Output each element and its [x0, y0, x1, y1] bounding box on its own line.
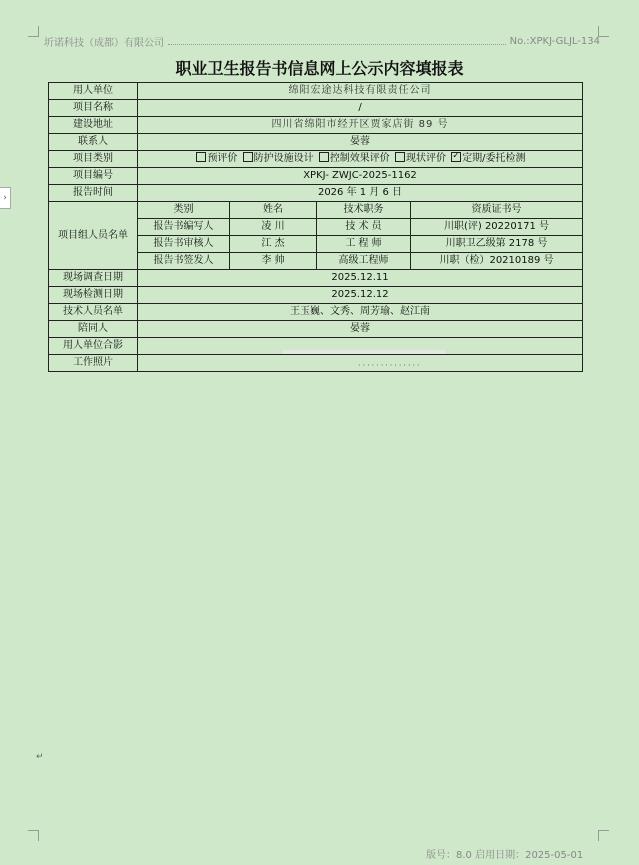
value-tech-staff[interactable]: 王玉巍、文秀、周芳瑜、赵江南: [138, 304, 583, 321]
option-periodic-testing: 定期/委托检测: [462, 153, 526, 164]
member-role: 报告书审核人: [138, 236, 230, 253]
row-address: [49, 117, 583, 134]
row-group-photo: [49, 338, 583, 355]
row-tech-staff: [49, 304, 583, 321]
project-type-options: [138, 151, 583, 168]
row-companion: [49, 321, 583, 338]
member-name[interactable]: 江 杰: [230, 236, 317, 253]
value-contact[interactable]: 晏蓉: [138, 134, 583, 151]
checkbox-status-evaluation[interactable]: [395, 152, 405, 162]
option-protection-design: 防护设施设计: [253, 153, 314, 164]
row-project-no: [49, 168, 583, 185]
member-cert[interactable]: 川职（检）20210189 号: [411, 253, 583, 270]
label-survey-date: 现场调查日期: [49, 270, 138, 287]
row-test-date: [49, 287, 583, 304]
value-test-date[interactable]: 2025.12.12: [138, 287, 583, 304]
label-test-date: 现场检测日期: [49, 287, 138, 304]
row-survey-date: [49, 270, 583, 287]
sidebar-expand-handle[interactable]: ›: [0, 187, 11, 209]
corner-mark-top-left: [28, 26, 39, 37]
member-title[interactable]: 技 术 员: [317, 219, 411, 236]
document-header: [44, 34, 600, 49]
row-report-date: [49, 185, 583, 202]
member-role: 报告书编写人: [138, 219, 230, 236]
value-address[interactable]: 四川省绵阳市经开区贾家店街 89 号: [138, 117, 583, 134]
option-status-evaluation: 现状评价: [406, 153, 446, 164]
label-project-name: 项目名称: [49, 100, 138, 117]
work-photos-cell: [138, 355, 583, 372]
header-leader-dots: [168, 38, 506, 45]
header-doc-number: No.:XPKJ-GLJL-134: [509, 36, 600, 47]
label-employer: 用人单位: [49, 83, 138, 100]
corner-mark-bottom-right: [598, 830, 609, 841]
paragraph-mark-icon: ↵: [36, 752, 44, 762]
label-project-type: 项目类别: [49, 151, 138, 168]
member-name[interactable]: 凌 川: [230, 219, 317, 236]
leader-dots: ··············: [358, 361, 422, 370]
page-title: 职业卫生报告书信息网上公示内容填报表: [175, 59, 464, 78]
row-work-photos: [49, 355, 583, 372]
team-header-cert: 资质证书号: [411, 202, 583, 219]
label-group-photo: 用人单位合影: [49, 338, 138, 355]
label-tech-staff: 技术人员名单: [49, 304, 138, 321]
report-form-table: [48, 82, 583, 372]
checkbox-periodic-testing[interactable]: [451, 152, 461, 162]
document-footer: 版号：8.0 启用日期：2025-05-01: [426, 850, 584, 861]
value-companion[interactable]: 晏蓉: [138, 321, 583, 338]
header-company: 圻诺科技（成都）有限公司: [44, 38, 164, 49]
member-title[interactable]: 高级工程师: [317, 253, 411, 270]
value-survey-date[interactable]: 2025.12.11: [138, 270, 583, 287]
member-role: 报告书签发人: [138, 253, 230, 270]
row-contact: [49, 134, 583, 151]
value-project-no[interactable]: XPKJ- ZWJC-2025-1162: [138, 168, 583, 185]
label-work-photos: 工作照片: [49, 355, 138, 372]
team-header-row: [49, 202, 583, 219]
label-address: 建设地址: [49, 117, 138, 134]
label-contact: 联系人: [49, 134, 138, 151]
row-project-name: [49, 100, 583, 117]
option-control-evaluation: 控制效果评价: [329, 153, 390, 164]
group-photo-cell: [138, 338, 583, 355]
team-header-role: 类别: [138, 202, 230, 219]
team-header-title: 技术职务: [317, 202, 411, 219]
row-project-type: [49, 151, 583, 168]
label-team: 项目组人员名单: [49, 202, 138, 270]
value-report-date[interactable]: 2026 年 1 月 6 日: [138, 185, 583, 202]
checkbox-protection-design[interactable]: [243, 152, 253, 162]
checkbox-pre-evaluation[interactable]: [196, 152, 206, 162]
checkbox-control-evaluation[interactable]: [319, 152, 329, 162]
label-report-date: 报告时间: [49, 185, 138, 202]
member-cert[interactable]: 川职卫乙级第 2178 号: [411, 236, 583, 253]
value-project-name[interactable]: /: [138, 100, 583, 117]
row-employer: [49, 83, 583, 100]
member-name[interactable]: 李 帅: [230, 253, 317, 270]
label-companion: 陪同人: [49, 321, 138, 338]
member-title[interactable]: 工 程 师: [317, 236, 411, 253]
corner-mark-bottom-left: [28, 830, 39, 841]
member-cert[interactable]: 川职(评) 20220171 号: [411, 219, 583, 236]
team-header-name: 姓名: [230, 202, 317, 219]
option-pre-evaluation: 预评价: [207, 153, 238, 164]
label-project-no: 项目编号: [49, 168, 138, 185]
value-employer[interactable]: 绵阳宏途达科技有限责任公司: [138, 83, 583, 100]
